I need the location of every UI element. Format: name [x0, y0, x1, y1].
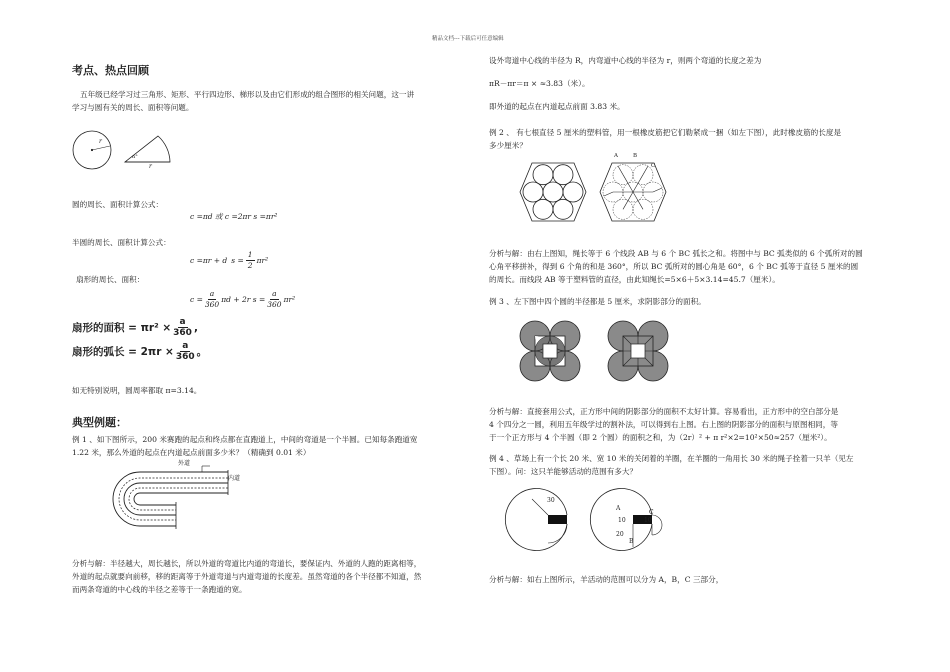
analysis2-line-3: 的周长。而线段 AB 等于塑料管的直径，由此知绳长=5×6＋5×3.14=45.7（厘米）。 [489, 275, 780, 284]
sheep-rope-length-label: 30 [547, 497, 555, 504]
four-circles-figure-left [517, 318, 583, 384]
semi-formula-c: c =πr + d [190, 256, 228, 265]
arc-length-formula: 扇形的弧长 = 2πr × $\frac{a}{360}$ 。 [72, 341, 208, 362]
semi-formula-fraction [246, 250, 255, 271]
track-inner-label: 内道 [228, 475, 241, 482]
semi-formula-s: s = [231, 256, 244, 265]
sector-formula-end: πr² [283, 295, 296, 304]
example4-line-1: 例 4 、草场上有一个长 20 米、宽 10 米的关闭着的羊圈，在羊圈的一角用长 30 米的绳子拴着一只羊（见左 [489, 454, 854, 463]
analysis2-line-1: 分析与解：由右上图知，绳长等于 6 个线段 AB 与 6 个 BC 弧长之和。将图中与 BC 弧类似的 6 个弧所对的圆 [489, 249, 863, 258]
sector-area-fraction [173, 317, 192, 338]
pipes-label-a: A [614, 153, 618, 159]
intro-line-1: 五年级已经学习过三角形、矩形、平行四边形、梯形以及由它们形成的组合图形的相关问题，这一讲 [80, 90, 415, 99]
circle-formula: c =πd 或 c =2πr s =πr² [190, 212, 278, 221]
circle-sector-figure [70, 130, 180, 175]
example2-line-1: 例 2 、 有七根直径 5 厘米的塑料管，用一根橡皮筋把它们勒紧成一捆（如左下图），此时橡皮筋的长度是 [489, 128, 842, 137]
example1-line-1: 例 1 、如下图所示，200 米赛跑的起点和终点都在直跑道上，中间的弯道是一个半圆。已知每条跑道宽 [72, 435, 418, 444]
sector-frac2-num: a [272, 289, 277, 298]
track-outer-label: 外道 [178, 460, 191, 467]
example3-line-1: 例 3 、左下图中四个圆的半径都是 5 厘米，求阴影部分的面积。 [489, 297, 706, 306]
sector-formula-frac2 [267, 289, 281, 310]
sheep-side-label: 10 [644, 517, 652, 524]
sector-frac2-den: 360 [267, 300, 282, 309]
semi-formula-den: 2 [247, 261, 253, 270]
sector-frac1-den: 360 [204, 300, 220, 309]
sheep-pen-figure-right [605, 487, 669, 551]
sector-area-text: 扇形的面积 = πr² × [72, 322, 172, 334]
semicircle-formula [190, 250, 268, 271]
arc-length-text: 扇形的弧长 = 2πr × [72, 346, 174, 358]
analysis3-line-2: 4 个四分之一圆，利用五年级学过的割补法，可以得到右上图。右上图的阴影部分的面积与原图相同，等 [489, 420, 838, 429]
sector-formula-mid: πd + 2r s = [221, 295, 266, 304]
semi-formula-end: πr² [256, 256, 269, 265]
example4-line-2: 下图）。问：这只羊能够活动的范围有多大？ [489, 467, 638, 476]
analysis4-line-1: 分析与解：如右上图所示，羊活动的范围可以分为 A，B，C 三部分， [489, 575, 724, 584]
analysis1-line-2: 外道的起点就要向前移，移的距离等于外道弯道与内道弯道的长度差。虽然弯道的各个半径都不知道，然 [72, 572, 422, 581]
arc-length-fraction [176, 341, 195, 362]
analysis1-line-3: 而两条弯道的中心线的半径之差等于一条跑道的宽。 [72, 585, 247, 594]
sector-formula-label: 扇形的周长、面积： [76, 275, 145, 284]
sector-angle-label: n° [132, 154, 138, 160]
sector-area-formula: 扇形的面积 = πr² × $\frac{a}{360}$ , [72, 317, 198, 338]
semi-formula-num: 1 [247, 250, 253, 259]
sector-area-den: 360 [173, 328, 192, 338]
running-track-figure [98, 462, 241, 532]
sector-formula-c: c = [190, 295, 203, 304]
pi-note: 如无特别说明，圆周率都取 π=3.14。 [72, 386, 202, 395]
sheep-region-b-label: B [629, 538, 634, 545]
seven-pipes-figure-right [598, 160, 668, 225]
arc-length-num: a [182, 341, 189, 351]
circle-formula-label: 圆的周长、面积计算公式： [72, 200, 164, 209]
sector-radius-label: r [149, 163, 152, 170]
example2-line-2: 多少厘米？ [489, 141, 527, 150]
circle-radius-label: r [99, 138, 102, 145]
sector-frac1-num: a [209, 289, 215, 298]
right-p1-line-3: 即外道的起点在内道起点前面 3.83 米。 [489, 102, 625, 111]
section-title-examples: 典型例题： [72, 416, 127, 429]
sheep-width-label: 10 [618, 517, 626, 524]
sheep-region-a-label: A [616, 505, 621, 512]
intro-line-2: 学习与圆有关的周长、面积等问题。 [72, 103, 194, 112]
semicircle-formula-label: 半圆的周长、面积计算公式： [72, 238, 171, 247]
sector-formula [190, 289, 295, 310]
right-p1-line-1: 设外弯道中心线的半径为 R，内弯道中心线的半径为 r，则两个弯道的长度之差为 [489, 56, 762, 65]
example1-line-2: 1.22 米，那么外道的起点在内道起点前面多少米？（精确到 0.01 米） [72, 448, 311, 457]
page-header: 精品文档---下载后可任意编辑 [432, 36, 504, 42]
section-title-review: 考点、热点回顾 [72, 64, 149, 77]
four-circles-figure-right [605, 318, 671, 384]
sector-area-num: a [179, 317, 186, 327]
analysis3-line-1: 分析与解：直接套用公式，正方形中间的阴影部分的面积不太好计算。容易看出，正方形中的空白部分是 [489, 407, 839, 416]
sheep-length-label: 20 [616, 531, 624, 538]
sector-formula-frac1 [205, 289, 219, 310]
analysis3-line-3: 于一个正方形与 4 个半圆（即 2 个圆）的面积之和，为（2r）² + π r²×2=10²×50≈257（厘米²）。 [489, 433, 832, 442]
seven-pipes-figure-left [518, 160, 588, 225]
pipes-label-c: C [651, 163, 656, 169]
analysis2-line-2: 心角平移拼补，得到 6 个角的和是 360°，所以 BC 弧所对的圆心角是 60°，6 个 BC 弧等于直径 5 厘米的圆 [489, 262, 859, 271]
right-p1-line-2: πR－πr＝π × ≈3.83（米）。 [489, 79, 590, 88]
analysis1-line-1: 分析与解：半径越大，周长越长，所以外道的弯道比内道的弯道长，要保证内、外道的人跑的距离相等， [72, 559, 422, 568]
pipes-label-b: B [633, 153, 638, 159]
arc-length-den: 360 [175, 352, 195, 362]
sheep-region-c-label: C [649, 509, 654, 516]
